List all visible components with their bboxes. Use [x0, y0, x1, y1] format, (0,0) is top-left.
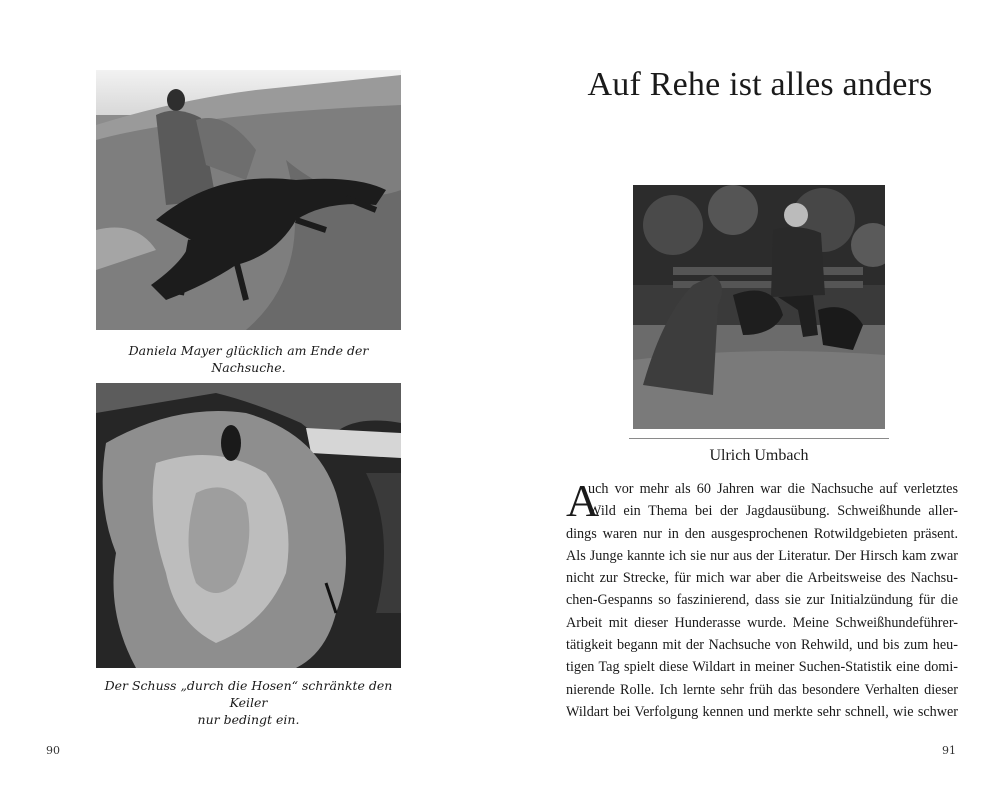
body-line: Als Junge kannte ich sie nur aus der Literatur. Der Hirsch kam zwar [566, 547, 958, 564]
caption-photo-2-line-1: Der Schuss „durch die Hosen“ schränkte den Keiler [104, 678, 393, 710]
body-line: tigen Tag spielt diese Wildart in meiner Suchen-Statistik eine domi- [566, 659, 958, 676]
body-line: uch vor mehr als 60 Jahren war die Nachsuche auf verletztes [588, 481, 958, 497]
photo-man-on-bench-with-dogs [633, 185, 885, 429]
caption-photo-2 [96, 677, 401, 728]
body-line: Wildart bei Verfolgung kennen und merkte sehr schnell, wie schwer [566, 703, 958, 720]
caption-divider [629, 438, 889, 439]
caption-photo-2-line-2: nur bedingt ein. [197, 712, 300, 727]
body-line: tätigkeit begann mit der Nachsuche von Rehwild, und bis zum heu- [566, 637, 958, 654]
body-line: Wild ein Thema bei der Jagdausübung. Schweißhunde aller- [588, 503, 958, 520]
caption-photo-1: Daniela Mayer glücklich am Ende der Nachsuche. [128, 343, 369, 375]
body-line: nicht zur Strecke, für mich war aber die Arbeitsweise des Nachsu- [566, 570, 958, 587]
body-line: dings waren nur in den ausgesprochenen Rotwildgebieten präsent. [566, 525, 958, 542]
body-line: Arbeit mit dieser Hunderasse wurde. Meine Schweißhundeführer- [566, 614, 958, 631]
photo-boar-closeup [96, 383, 401, 668]
body-text [566, 475, 958, 723]
body-line: chen-Gespanns so faszinierend, dass sie zur Initialzündung für die [566, 592, 958, 609]
body-line: nierende Rolle. Ich lernte sehr früh das besondere Verhalten dieser [566, 681, 958, 698]
photo-hunter-with-boar [96, 70, 401, 330]
page-number-right: 91 [942, 744, 956, 757]
page-number-left: 90 [46, 744, 60, 757]
chapter-title: Auf Rehe ist alles anders [587, 66, 933, 103]
author-name: Ulrich Umbach [709, 447, 809, 464]
drop-cap: A [566, 475, 600, 526]
